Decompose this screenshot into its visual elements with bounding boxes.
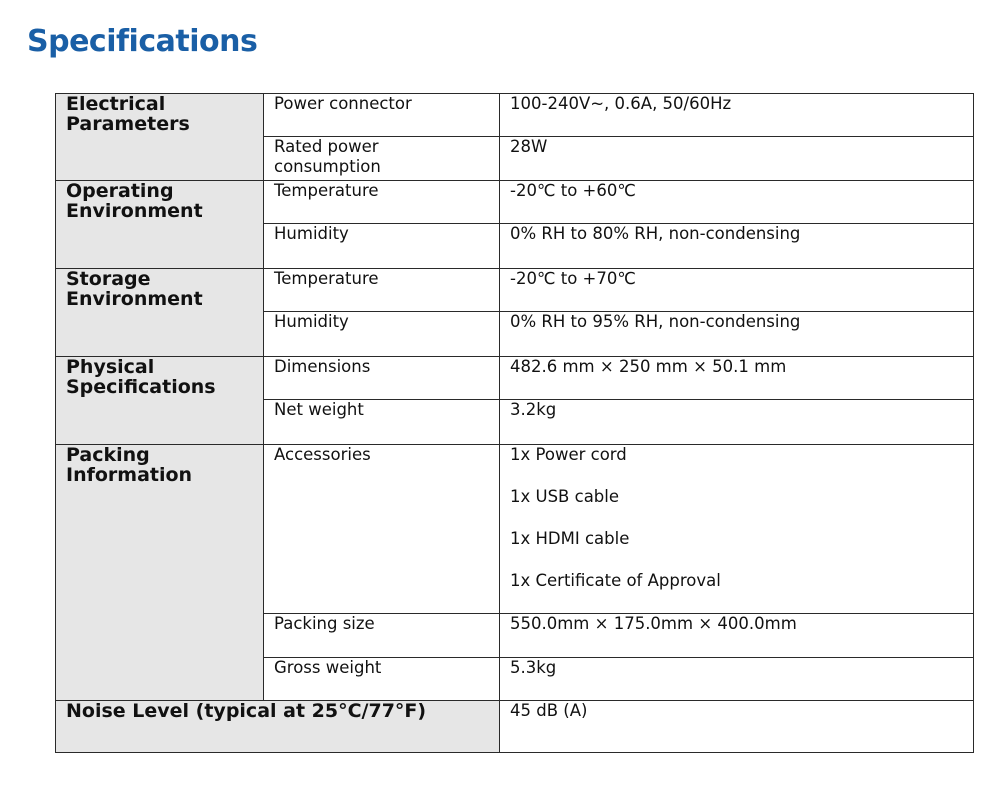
category-cell: Operating Environment [56,181,264,269]
category-cell: Storage Environment [56,269,264,357]
value-cell: 0% RH to 80% RH, non-condensing [500,224,974,269]
property-cell: Humidity [264,224,500,269]
table-row [56,357,974,400]
value-cell: 550.0mm × 175.0mm × 400.0mm [500,614,974,658]
value-cell: 0% RH to 95% RH, non-condensing [500,312,974,357]
property-cell: Accessories [264,445,500,614]
page-title: Specifications [27,24,258,59]
noise-level-label: Noise Level (typical at 25°C/77°F) [56,701,500,753]
property-cell: Gross weight [264,658,500,701]
value-cell: -20℃ to +70℃ [500,269,974,312]
list-item: 1x HDMI cable [510,529,630,548]
value-cell: 100-240V~, 0.6A, 50/60Hz [500,94,974,137]
list-item: 1x Power cord [510,445,627,464]
property-cell: Net weight [264,400,500,445]
category-cell: Physical Specifications [56,357,264,445]
table-row [56,269,974,312]
spec-table [55,93,974,753]
value-cell: -20℃ to +60℃ [500,181,974,224]
table-row [56,445,974,614]
list-item: 1x Certificate of Approval [510,571,721,590]
property-cell: Temperature [264,181,500,224]
property-cell: Power connector [264,94,500,137]
category-cell: Packing Information [56,445,264,701]
table-row [56,94,974,137]
list-item: 1x USB cable [510,487,620,506]
property-cell: Rated power consumption [264,137,500,181]
property-cell: Temperature [264,269,500,312]
property-cell: Packing size [264,614,500,658]
table-row [56,701,974,753]
category-cell: Electrical Parameters [56,94,264,181]
accessories-list [500,445,974,614]
value-cell: 5.3kg [500,658,974,701]
property-cell: Humidity [264,312,500,357]
value-cell: 28W [500,137,974,181]
value-cell: 3.2kg [500,400,974,445]
value-cell: 482.6 mm × 250 mm × 50.1 mm [500,357,974,400]
noise-level-value: 45 dB (A) [500,701,974,753]
table-row [56,181,974,224]
property-cell: Dimensions [264,357,500,400]
